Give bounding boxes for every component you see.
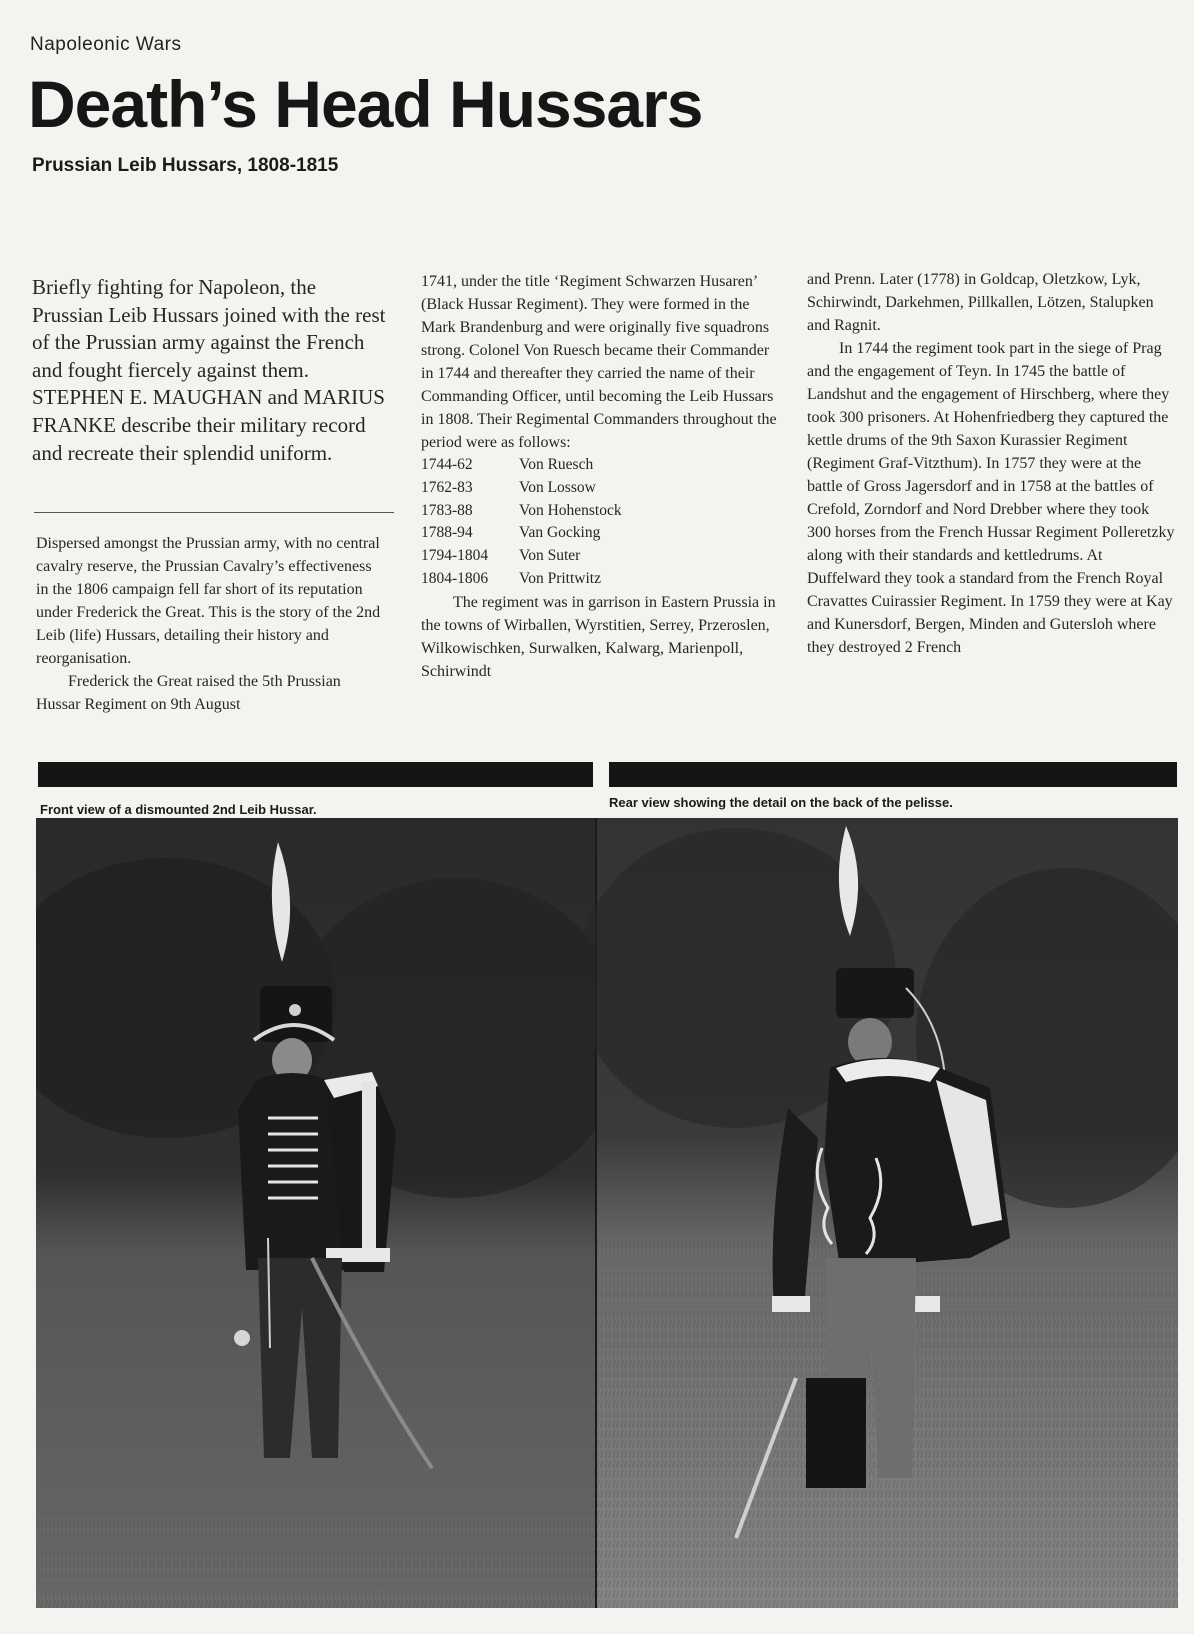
column-3 [807,268,1177,659]
paragraph: Frederick the Great raised the 5th Prussian Hussar Regiment on 9th August [36,673,341,713]
column-1 [36,532,381,716]
table-row [421,545,781,568]
column-2 [421,270,781,683]
paragraph: Dispersed amongst the Prussian army, with no central cavalry reserve, the Prussian Cavalry’s effectiveness in the 1806 campaign fell far short of its reputation under Frederick the Great. This is the story of the 2nd Leib (life) Hussars, detailing their history and reorganisation. [36,535,381,667]
article-title: Death’s Head Hussars [28,67,703,141]
intro-divider [34,512,394,513]
photo-illustration [36,818,1178,1608]
front-view-photo [36,818,626,1608]
section-label: Napoleonic Wars [30,34,182,55]
paragraph: In 1744 the regiment took part in the siege of Prag and the engagement of Teyn. In 1745 the battle of Landshut and the engagement of Hirschberg, where they took 300 prisoners. At Hohenfriedberg they captured the kettle drums of the 9th Saxon Kurassier Regiment (Regiment Graf-Vitzthum). In 1757 they were at the battle of Gross Jagersdorf and in 1758 at the battles of Crefold, Zorndorf and Nord Drebber where they took 300 horses from the French Hussar Regiment Polleretzky along with their standards and kettledrums. At Duffelward they took a standard from the French Royal Cravattes Cuirassier Regiment. In 1759 they were at Kay and Kunersdorf, Bergen, Minden and Gutersloh where they destroyed 2 French [807,340,1175,656]
intro-standfirst: Briefly fighting for Napoleon, the Prussian Leib Hussars joined with the rest of the Prussian army against the French and fought fiercely against them. STEPHEN E. MAUGHAN and MARIUS FRANKE describe their military record and recreate their splendid uniform. [32,275,386,465]
commander-years: 1744-62 [421,456,473,473]
photo-caption-left: Front view of a dismounted 2nd Leib Hussar. [40,802,317,817]
commander-name: Von Prittwitz [519,569,601,587]
table-row [421,500,781,523]
table-row [421,568,781,591]
rear-view-photo [576,818,1178,1608]
caption-bar-left [38,762,593,787]
photo-caption-right: Rear view showing the detail on the back of the pelisse. [609,795,953,810]
table-row [421,477,781,500]
paragraph: The regiment was in garrison in Eastern Prussia in the towns of Wirballen, Wyrstitien, Serrey, Przeroslen, Wilkowischken, Surwalken, Kalwarg, Marienpoll, Schirwindt [421,593,776,680]
table-row [421,522,781,545]
commander-years: 1788-94 [421,524,473,542]
article-subtitle: Prussian Leib Hussars, 1808-1815 [32,155,339,176]
commander-years: 1804-1806 [421,569,489,587]
commander-name: Von Hohenstock [519,501,622,519]
commander-years: 1794-1804 [421,547,489,565]
commander-name: Von Ruesch [519,456,594,473]
commander-years: 1783-88 [421,501,473,519]
paragraph: and Prenn. Later (1778) in Goldcap, Oletzkow, Lyk, Schirwindt, Darkehmen, Pillkallen, Lötzen, Stalupken and Ragnit. [807,271,1154,334]
commanders-table [421,454,781,591]
commander-name: Van Gocking [519,524,601,542]
commander-years: 1762-83 [421,478,473,496]
paragraph: 1741, under the title ‘Regiment Schwarzen Husaren’ (Black Hussar Regiment). They were formed in the Mark Brandenburg and were originally five squadrons strong. Colonel Von Ruesch became their Commander in 1744 and thereafter they carried the name of their Commanding Officer, until becoming the Leib Hussars in 1808. Their Regimental Commanders throughout the period were as follows: [421,273,777,451]
caption-bar-right [609,762,1177,787]
commander-name: Von Lossow [519,478,596,496]
table-row [421,454,781,477]
commander-name: Von Suter [519,547,581,565]
hussar-photographs [36,818,1178,1608]
